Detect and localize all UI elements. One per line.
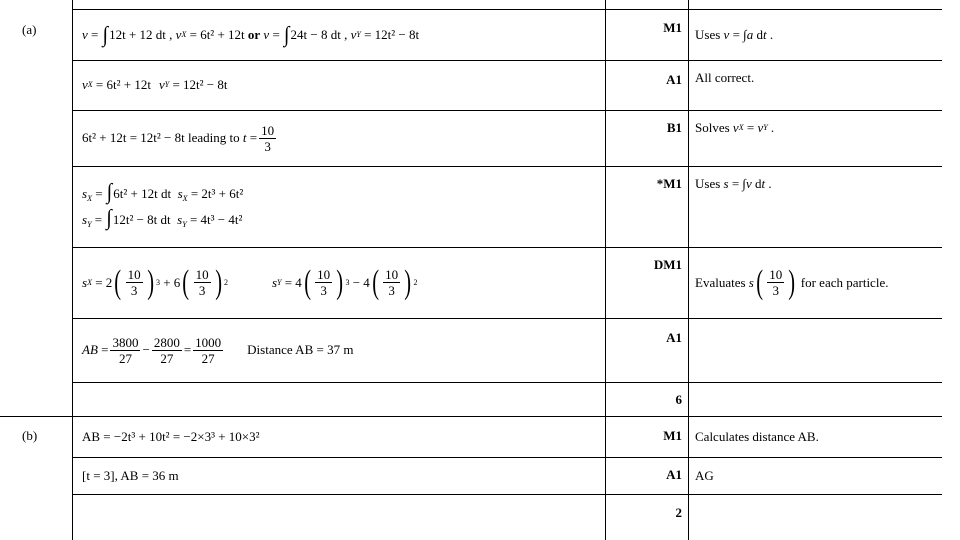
note-row-5: Evaluates s ( $\frac{10}{3}$ ) for each particle. <box>695 263 889 301</box>
note-row-3: Solves v X = v Y . <box>695 120 775 135</box>
grid-line <box>72 0 73 540</box>
mark-row-1: M1 <box>663 20 682 35</box>
working-row-9: [t = 3], AB = 36 m <box>82 467 179 483</box>
working-row-8: AB = −2t³ + 10t² = −2×3³ + 10×3² <box>82 428 260 444</box>
mark-total-a: 6 <box>675 392 682 407</box>
note-row-9: AG <box>695 467 714 483</box>
expr: 6t² + 12t <box>200 26 245 42</box>
note-text: Solves <box>695 120 730 135</box>
expr: 6t² + 12t dt <box>113 185 172 201</box>
mark-row-6: A1 <box>666 330 682 345</box>
note-row-8: Calculates distance AB. <box>695 428 819 444</box>
note-row-4: Uses s = ∫ v d t . <box>695 176 772 191</box>
note-row-2: All correct. <box>695 70 755 85</box>
fraction: $\frac{10}{3}$ <box>261 122 275 154</box>
working-row-1: v = ∫ 12t + 12 dt , v X = 6t² + 12t or v = ∫ 24t − 8 dt , v Y = 12t² − 8t <box>82 22 420 47</box>
part-label-b: (b) <box>22 428 38 443</box>
working-row-3: 6t² + 12t = 12t² − 8t leading to t = $\frac{10}{3}$ <box>82 122 275 154</box>
expr: 12t + 12 dt <box>109 26 166 42</box>
working-row-4: $s_X = \int 6t^2 + 12t$ dt $s_X = 2t^3 + 6t^2$ $s_Y = \int 12t^2 - 8t$ dt $s_Y = 4t^3 - 4t^2$ <box>82 179 244 230</box>
or-word: or <box>247 26 261 42</box>
grid-line <box>72 457 942 458</box>
expr: 24t − 8 dt <box>290 26 341 42</box>
mark-row-2: A1 <box>666 72 682 87</box>
working-row-5: s X = 2 ( $\frac{10}{3}$ ) 3 + 6 ( $\frac{10}{3}$ ) 2 s Y = 4 ( $\frac{10}{3}$ ) 3 − 4 ( $\frac{10}{3}$ ) 2 <box>82 263 418 301</box>
note-text: for each particle. <box>800 274 889 290</box>
mark-row-8: M1 <box>663 428 682 443</box>
note-text: Uses <box>695 26 721 42</box>
note-text: Uses <box>695 176 721 191</box>
part-label-a: (a) <box>22 22 37 37</box>
mark-row-9: A1 <box>666 467 682 482</box>
grid-line <box>688 0 689 540</box>
expr: leading to <box>188 130 240 145</box>
expr: 2t³ + 6t² <box>201 185 244 201</box>
distance-text: Distance AB = 37 m <box>247 342 354 357</box>
expr: 12t² − 8t <box>183 77 228 92</box>
grid-line <box>72 382 942 383</box>
working-row-2: v X = 6t² + 12t v Y = 12t² − 8t <box>82 77 228 92</box>
expr: 6t² + 12t <box>106 77 151 92</box>
mark-row-3: B1 <box>666 120 682 135</box>
note-text: Evaluates <box>695 274 746 290</box>
note-row-1: Uses v = ∫ a d t . <box>695 26 774 42</box>
expr: 12t² − 8t dt <box>112 211 171 227</box>
grid-line <box>72 494 942 495</box>
expr: 12t² − 8t <box>374 26 420 42</box>
mark-total-b: 2 <box>675 505 682 520</box>
working-row-6: AB = $\frac{3800}{27}$ − $\frac{2800}{27}$ = $\frac{1000}{27}$ Distance AB = 37 m <box>82 334 354 366</box>
mark-row-5: DM1 <box>653 257 682 272</box>
expr: 6t² + 12t = 12t² − 8t <box>82 130 185 145</box>
expr: 4t³ − 4t² <box>200 211 243 227</box>
mark-row-4: *M1 <box>656 176 682 191</box>
